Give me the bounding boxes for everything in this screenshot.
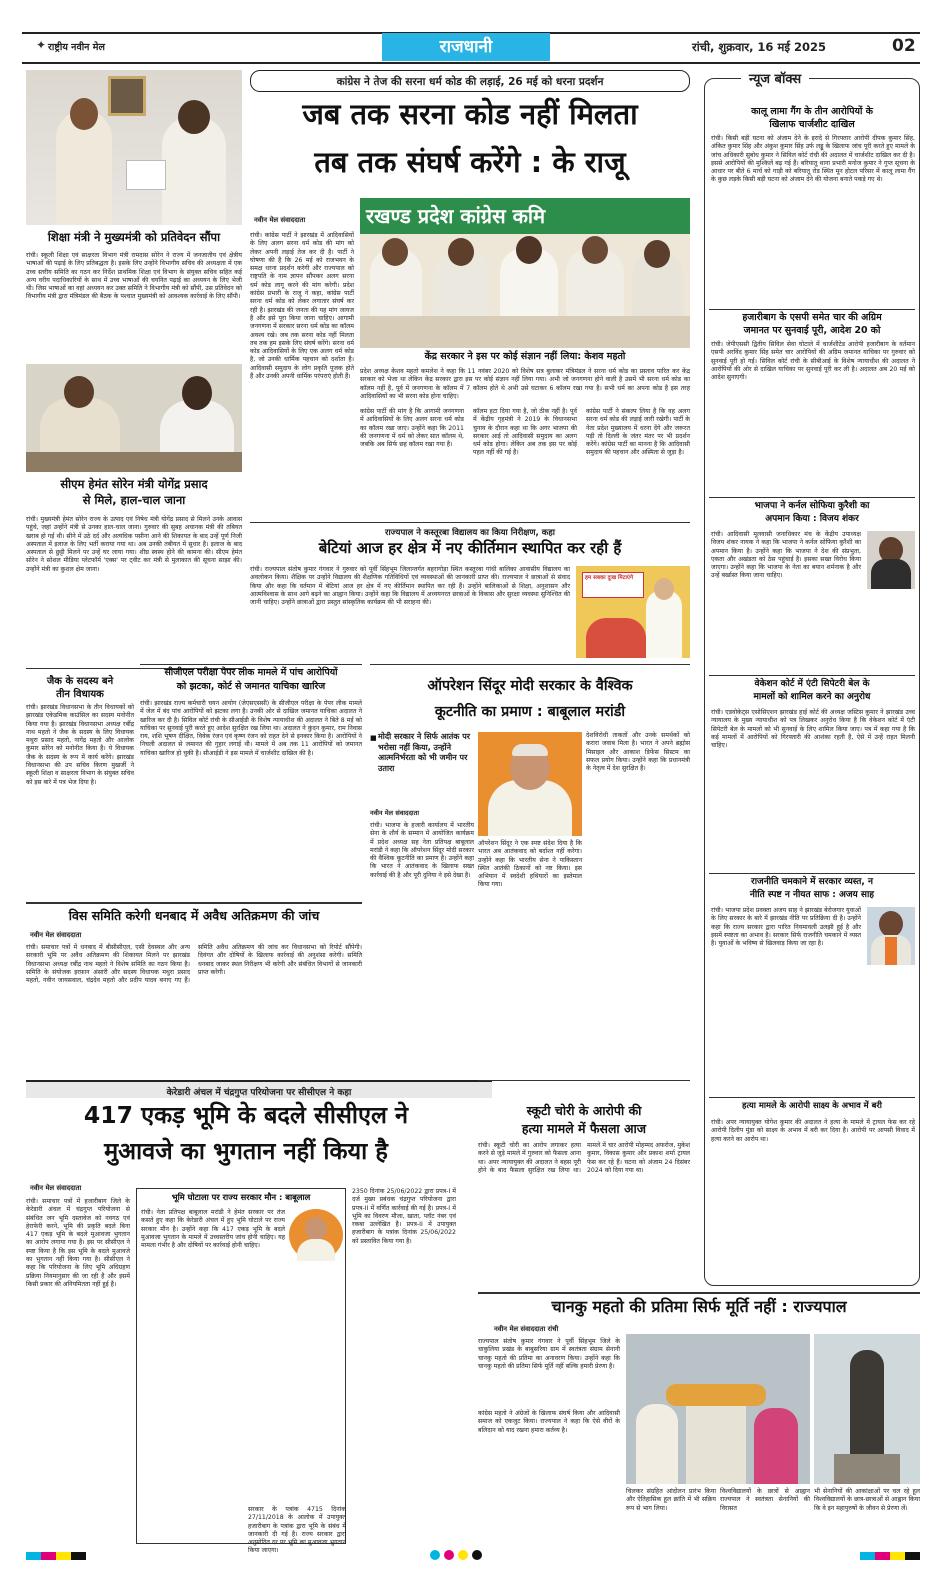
news-box-title: न्यूज बॉक्स bbox=[741, 69, 809, 87]
news-divider-4 bbox=[709, 873, 915, 874]
kasturba-kicker: राज्यपाल ने कस्तूरबा विद्यालय का किया निरीक्षण, कहा bbox=[385, 528, 555, 538]
photo-kasturba-visit bbox=[576, 566, 690, 658]
photo-babulal-small bbox=[289, 1209, 343, 1261]
scooty-text: रांची। स्कूटी चोरी का आरोप लगाकर हत्या करने से जुड़े मामले में गुरुवार को फैसला आना था। अपर न्यायायुक्त की अदालत ने बहस पूरी होने के बाद फैसला सुरक्षित रख लिया था। मामले में चार आरोपी मोहम्मद अफरोज, मुकेश कुमार, विकास कुमार और प्रकाश शर्मा ट्रायल फेस कर रहे हैं। घटना को अंजाम 24 दिसंबर 2024 को दिया गया था। bbox=[478, 1142, 690, 1174]
chanku-caption-3: भी सेनानियों की आकांक्षाओं पर चल रहे हूल विश्वविद्यालयों के छात्र-छात्राओं से आह्वान किया कि वे इन महापुरुषों के जीवन से प्रेरणा लें। bbox=[814, 1488, 920, 1512]
divider-mid-3 bbox=[26, 902, 362, 904]
photo-statue bbox=[814, 1334, 920, 1484]
divider-sindoor bbox=[370, 664, 690, 665]
lead-headline-1: जब तक सरना कोड नहीं मिलता bbox=[302, 97, 638, 131]
news-4-headline-b: मामलों को शामिल करने का अनुरोध bbox=[753, 692, 871, 702]
cgl-text: रांची। झारखंड राज्य कर्मचारी चयन आयोग (जेएसएससी) के सीजीएल परीक्षा के पेपर लीक मामले में जेल में बंद पांच आरोपियों को झटका लगा है। उनकी ओर से दाखिल जमानत याचिका अदालत ने खारिज कर दी है। सिविल कोर्ट रांची के सीआईडी के विशेष न्यायाधीश की अदालत ने बिते 8 मई को याचिका पर सुनवाई पूरी करते हुए आदेश सुरक्षित रख लिया था। अदालत ने कुंदन कुमार, राम निवास राय, शशि भूषण दीक्षित, विवेक रंजन एवं कृष्ण रंजन को राहत देने से इनकार किया है। आरोपियों ने निचली अदालत से जमानत की गुहार लगाई थी। मामले में अब तक 11 आरोपियों को जमानत याचिका खारिज हो चुकी है। सीआईडी ने इस मामले में चार्जशीट दाखिल की है। bbox=[140, 700, 362, 757]
lead-col-3: कॉलम हटा दिया गया है, जो ठीक नहीं है। पूर्व में केंद्रीय गृहमंत्री ने 2019 के विधानसभा चुनाव के दौरान कहा था कि अगर भाजपा की सरकार आई तो आदिवासी समुदाय का अलग धर्म कोड होगा। लेकिन अब तक इस पर कोई पहल नहीं की गई है। bbox=[473, 408, 577, 457]
photo-congress-press bbox=[360, 198, 690, 348]
sindoor-headline-1: ऑपरेशन सिंदूर मोदी सरकार के वैश्विक bbox=[427, 678, 633, 694]
leader-3-head bbox=[516, 236, 542, 264]
statue-base bbox=[834, 1454, 900, 1484]
divider-mid-1 bbox=[250, 522, 690, 523]
headline-jac-2: तीन विधायक bbox=[56, 689, 104, 700]
bullet-icon: ■ bbox=[370, 734, 377, 742]
lead-kicker-box bbox=[250, 70, 690, 92]
black-dot bbox=[472, 1550, 482, 1560]
news-5-text-cont bbox=[711, 1013, 915, 1091]
news-divider-5 bbox=[709, 1097, 915, 1098]
ajay-scarf bbox=[885, 937, 897, 965]
lead-headline-2: तब तक संघर्ष करेंगे : के राजू bbox=[314, 145, 626, 179]
divider-scooty bbox=[478, 1080, 690, 1081]
ccl-headline-1: 417 एकड़ भूमि के बदले सीसीएल ने bbox=[83, 1101, 409, 1129]
lead-inset-headline: केंद्र सरकार ने इस पर कोई संज्ञान नहीं लिया: केशव महतो bbox=[424, 351, 626, 362]
protest-sign-text: हम सबका दुःख मिटाएंगे bbox=[585, 575, 634, 581]
news-5-headline-b: नीति स्पष्ट न नीयत साफ : अजय साह bbox=[749, 890, 875, 900]
news-1-text: रांची। किसी बड़ी घटना को अंजाम देने के इरादे से गिरफ्तार आरोपी दीपक कुमार सिंह, अंकित कुमार सिंह और अंकुश कुमार सिंह उर्फ लड्डू के खिलाफ जांच पूरी करते हुए मामले के जांच अधिकारी सुबोध कुमार ने सिविल कोर्ट रांची की अदालत में चार्जशीट दाखिल कर दी है। इससे आरोपियों की मुश्किलें बढ़ गई हैं। बरियातू थाना प्रभारी मनोज कुमार ने गुप्त सूचना के आधार पर बीते 6 मार्च को गाड़ी को बरियातू रोड स्थित मून होटल परिसर में कालू लामा गैंग के कुछ लड़के किसी बड़ी घटना को अंजाम देने की योजना बनाते पकड़े गए थे। bbox=[711, 135, 915, 184]
divider-mid-2 bbox=[140, 664, 362, 665]
congress-banner bbox=[360, 198, 690, 234]
dhanbad-byline: नवीन मेल संवाददाता bbox=[30, 931, 82, 939]
person-right-head bbox=[178, 100, 210, 134]
statue-pedestal bbox=[686, 1394, 746, 1484]
portrait-frame bbox=[108, 76, 146, 116]
yellow-dot bbox=[458, 1550, 468, 1560]
news-2-headline-a: हजारीबाग के एसपी समेत चार की अग्रिम bbox=[742, 312, 882, 323]
news-1-headline-a: कालू लामा गैंग के तीन आरोपियों के bbox=[751, 106, 873, 117]
chanku-caption-2: विश्वविद्यालयों के छात्रों से आह्वान राज्यपाल ने स्वतंत्रता सेनानियों की विरासत bbox=[720, 1488, 810, 1512]
person-seated-right-head bbox=[182, 376, 212, 410]
sindoor-text-3: देशविरोधी ताकतों और उनके समर्थकों को करारा जवाब मिला है। भारत ने अपने ब्रह्मोस मिसाइल और आकाश डिफेंस सिस्टम का सफल प्रयोग किया। उन्होंने कहा कि प्रधानमंत्री के नेतृत्व में देश सुरक्षित है। bbox=[586, 732, 690, 773]
chanku-headline: चानकु महतो की प्रतिमा सिर्फ मूर्ति नहीं : राज्यपाल bbox=[551, 1297, 847, 1316]
page-number: 02 bbox=[892, 36, 916, 56]
sindoor-pull-text: मोदी सरकार ने सिर्फ आतंक पर भरोसा नहीं किया, उन्होंने आत्मनिर्भरता को भी जमीन पर उतारा bbox=[378, 732, 471, 773]
governor-figure bbox=[646, 590, 682, 658]
leader-2-head bbox=[448, 238, 474, 266]
babulal-small-head bbox=[305, 1217, 327, 1241]
banner-text: रखण्ड प्रदेश कांग्रेस कमि bbox=[366, 204, 546, 228]
lead-col-1: रांची। कांग्रेस पार्टी ने झारखंड में आदिवासियों के लिए अलग सरना धर्म कोड की मांग को लेकर अपनी लड़ाई तेज कर दी है। पार्टी ने घोषणा की है कि 26 मई को राजभवन के समक्ष धरना प्रदर्शन करेगी और राज्यपाल को राष्ट्रपति के नाम ज्ञापन सौंपकर अलग सरना धर्म कोड लागू करने की मांग करेगी। प्रदेश कांग्रेस प्रभारी के राजू ने कहा, कांग्रेस पार्टी सरना धर्म कोड को लेकर लगातार संघर्ष कर रही है। झारखंड की जनता की यह मांग जायज है और इसे पूरा किया जाना चाहिए। आगामी जनगणना में सरकार सरना धर्म कोड का कॉलम अवश्य रखे। जब तक सरना कोड नहीं मिलता तब तक हम इसके लिए संघर्ष करेंगे। सरना धर्म कोड आदिवासियों के लिए एक अलग धर्म कोड है, जो उनकी धार्मिक पहचान को दर्शाता है। आदिवासी समुदाय के लोग प्रकृति पूजक होते हैं और उनकी अपनी धार्मिक परंपराएं होती हैं। bbox=[250, 232, 354, 381]
news-6-text: रांची। अपर न्यायायुक्त योगेश कुमार की अदालत ने हत्या के मामले में ट्रायल फेस कर रहे आरोपी दिलीप मुंडा को साक्ष्य के अभाव में बरी कर दिया है। आरोपी पर आपसी विवाद में हत्या करने का आरोप था। bbox=[711, 1119, 915, 1143]
kasturba-text: रांची। राज्यपाल संतोष कुमार गंगवार ने गुरुवार को पूर्वी सिंहभूम जिलान्तर्गत बहरागोड़ा स्थित कस्तूरबा गांधी बालिका आवासीय विद्यालय का अवलोकन किया। शैक्षिक पर उन्होंने विद्यालय की शैक्षणिक गतिविधियों एवं व्यवस्थाओं की जानकारी प्राप्त की। राज्यपाल ने छात्राओं से संवाद किया और कहा कि वर्तमान में बेटियां आज हर क्षेत्र में नए कीर्तिमान स्थापित कर रही हैं। उन्होंने बालिकाओं से शिक्षा, अनुशासन और आत्मविश्वास के साथ आगे बढ़ने का आह्वान किया। उन्होंने कहा कि विद्यालय में अध्ययनरत छात्राओं के विकास और सुरक्षा व्यवस्था सुनिश्चित की जानी चाहिए। उन्होंने छात्राओं द्वारा प्रस्तुत सांस्कृतिक कार्यक्रम की भी सराहना की। bbox=[250, 566, 570, 607]
woman-attendee bbox=[754, 1408, 798, 1484]
photo-ajay-sah bbox=[867, 907, 915, 965]
babulal-hair bbox=[512, 744, 548, 756]
vijay-body bbox=[871, 559, 911, 589]
sindoor-pull-quote bbox=[370, 732, 474, 796]
headline-jac-1: जैक के सदस्य बने bbox=[46, 676, 114, 687]
governor-head bbox=[654, 578, 674, 600]
news-divider-2 bbox=[709, 497, 915, 498]
cgl-headline-1: सीजीएल परीक्षा पेपर लीक मामले में पांच आरोपियों bbox=[164, 667, 338, 678]
students bbox=[586, 618, 646, 658]
news-3-headline-a: भाजपा ने कर्नल सोफिया कुरैशी का bbox=[754, 501, 870, 511]
babulal-box-text: रांची। नेता प्रतिपक्ष बाबूलाल मरांडी ने हेमंत सरकार पर तंज कसते हुए कहा कि केरेडारी अंचल में हुए भूमि घोटाले पर राज्य सरकार मौन है। उन्होंने कहा कि 417 एकड़ भूमि के बदले मुआवजा भुगतान के मामले में उच्चस्तरीय जांच होनी चाहिए। यह मामला गंभीर है और दोषियों पर कार्रवाई होनी चाहिए। bbox=[141, 1209, 285, 1250]
person-left-head bbox=[70, 98, 98, 130]
ccl-headline-2: मुआवजे का भुगतान नहीं किया है bbox=[104, 1137, 388, 1165]
chanku-text-2: कांग्रेस महतो ने अंग्रेजों के खिलाफ संघर्ष किया और आदिवासी समाज को एकजुट किया। राज्यपाल ने कहा कि ऐसे वीरों के बलिदान को याद रखना हमारा कर्तव्य है। bbox=[478, 1410, 620, 1434]
dateline: रांची, शुक्रवार, 16 मई 2025 bbox=[692, 40, 826, 54]
registration-marks-right bbox=[860, 1552, 920, 1560]
news-6-headline: हत्या मामले के आरोपी साक्ष्य के अभाव में बरी bbox=[742, 1100, 882, 1110]
lead-col-2: कांग्रेस पार्टी की मांग है कि आगामी जनगणना में आदिवासियों के लिए अलग सरना धर्म कोड का कॉलम रखा जाए। उन्होंने कहा कि 2011 की जनगणना में धर्म को लेकर सात कॉलम थे, जबकि अब सिर्फ छह कॉलम रखा गया है। bbox=[360, 408, 464, 449]
ccl-text: रांची। समाचार पत्रों में हजारीबाग जिले के केरेडारी अंचल में चंद्रगुप्त परियोजना से संबंधित जन भूमि दस्तावेज को नवगठ एवं हेराफेरी करने, भूमि की प्रकृति बदले बिना 417 एकड़ भूमि के बदले मुआवजा भुगतान का आरोप लगाया गया है। इस पर सीसीएल ने स्पष्ट किया है कि इस भूमि के बदले मुआवजे का भुगतान नहीं किया गया है। सीसीएल ने कहा कि परियोजना के लिए भूमि अधिग्रहण प्रक्रिया नियमानुसार की जा रही है और इसमें किसी प्रकार की अनियमितता नहीं हुई है। bbox=[26, 1198, 130, 1288]
news-3-headline-b: अपमान किया : विजय शंकर bbox=[765, 514, 859, 524]
sindoor-text-2: ऑपरेशन सिंदूर ने एक स्पष्ट संदेश दिया है कि भारत अब आतंकवाद को बर्दाश्त नहीं करेगा। उन्होंने कहा कि भारतीय सेना ने पाकिस्तान स्थित आतंकी ठिकानों को नष्ट किया। इस अभियान में स्वदेशी हथियारों का इस्तेमाल किया गया। bbox=[478, 840, 582, 889]
headline-cm-visit-2: से मिले, हाल-चाल जाना bbox=[82, 493, 186, 507]
headline-education-report: शिक्षा मंत्री ने मुख्यमंत्री को प्रतिवेदन सौंपा bbox=[47, 230, 221, 244]
person-seated-left-head bbox=[64, 376, 94, 408]
photo-vijay-shankar bbox=[867, 531, 915, 589]
babulal-small-body bbox=[297, 1239, 335, 1261]
text-cm-visit: रांची। मुख्यमंत्री हेमंत सोरेन राज्य के उत्पाद एवं निषेध मंत्री योगेंद्र प्रसाद से मिलने उनके आवास पहुंचे, जहां उन्होंने मंत्री से उनका हाल-चाल जाना। गुरुवार की सुबह अचानक मंत्री की तबियत खराब हो गई थी। सीने में उठे दर्द और अत्यधिक पसीना आने की शिकायत के बाद उन्हें पूर्ण निजी अस्पताल में इलाज के लिए भर्ती कराया गया था। अब उनकी तबीयत में सुधार है। इलाज के बाद अस्पताल से छुट्टी मिलने पर उन्हें घर लाया गया। शीघ्र स्वस्थ होने की कामना की। सीएम हेमंत सोरेन ने सोशल मीडिया प्लेटफॉर्म 'एक्स' पर ट्वीट कर मंत्री से मुलाकात की सूचना साझा की। उन्होंने मंत्री का कुशल क्षेम जाना। bbox=[26, 516, 242, 573]
news-3-text: रांची। आदिवासी मूलवासी जनाधिकार मंच के केंद्रीय उपाध्यक्ष विजय शंकर नायक ने कहा कि भाजपा ने कर्नल सोफिया कुरैशी का अपमान किया है। उन्होंने कहा कि भाजपा ने देश की संप्रभुता, एकता और अखंडता को ठेस पहुंचाई है। इसका सख्त विरोध किया जाएगा। उन्होंने कहा कि भाजपा के नेता का बयान शर्मनाक है और उन्हें बर्खास्त किया जाना चाहिए। bbox=[711, 531, 861, 580]
scooty-headline-2: हत्या मामले में फैसला आज bbox=[521, 1121, 647, 1136]
logo-icon: ✦ bbox=[36, 38, 47, 52]
lead-inset-text: प्रदेश अध्यक्ष केशव महतो कमलेश ने कहा कि 11 नवंबर 2020 को विशेष सत्र बुलाकर मंत्रिमंडल ने सरना धर्म कोड का प्रस्ताव पारित कर केंद्र सरकार को भेजा था लेकिन केंद्र सरकार द्वारा इस पर कोई संज्ञान नहीं लिया गया। अभी जो जनगणना होने वाली है उसमें भी सरना धर्म कोड का कॉलम नहीं है, पूर्व में जनगणना के कॉलम में 7 कॉलम होते थे अभी उसे घटाकर 6 कॉलम रखा गया है। सभी धर्म का अपना कोड है इस तरह आदिवासियों का भी सरना कोड होना चाहिए। bbox=[360, 368, 690, 400]
dhanbad-text: रांची। समाचार पत्रों में धनबाद में बीसीसीएल, एसी देवस्थल और अन्य सरकारी भूमि पर अवैध अतिक्रमण की शिकायत मिलने पर झारखंड विधानसभा अध्यक्ष रबींद्र नाथ महतो ने विशेष समिति का गठन किया है। समिति के संयोजक इरफ़ान अंसारी और सदस्य विधायक मथुरा प्रसाद महतो, नवीन जायसवाल, चंद्रदेव महतो और प्रदीप यादव बनाए गए हैं। समिति अवैध अतिक्रमण की जांच कर विधानसभा को रिपोर्ट सौंपेगी। दिवंगत और दोषियों के खिलाफ कार्रवाई की अनुशंसा करेगी। समिति धनबाद जाकर स्थल निरीक्षण भी करेगी और संबंधित विभागों से जानकारी प्राप्त करेगी। bbox=[26, 944, 362, 985]
garlands bbox=[666, 1384, 766, 1406]
ccl-kicker-bar bbox=[26, 1080, 492, 1098]
lead-byline: नवीन मेल संवाददाता bbox=[254, 216, 306, 224]
photo-education-minister bbox=[26, 70, 242, 225]
press-table bbox=[360, 316, 690, 348]
photo-cm-visit bbox=[26, 364, 242, 472]
news-1-headline-b: खिलाफ चार्जशीट दाखिल bbox=[769, 119, 855, 130]
news-box bbox=[704, 72, 920, 1286]
section-title: राजधानी bbox=[382, 33, 550, 61]
cgl-headline-2: को झटका, कोर्ट से जमानत याचिका खारिज bbox=[176, 681, 326, 692]
text-jac: रांची। झारखंड विधानसभा के तीन विधायकों को झारखंड एकेडमिक काउंसिल का सदस्य मनोनीत किया गया है। झारखंड विधानसभा अध्यक्ष रबींद्र नाथ महतो ने जैक के सदस्य के लिए विधायक मथुरा प्रसाद महतो, नागेंद्र महतो और आलोक कुमार सोरेन को मनोनीत किया है। ये विधायक जैक के सदस्य के रूप में कार्य करेंगे। झारखंड विधानसभा की उप सचिव किरण मुखर्जी ने स्कूली शिक्षा व साक्षरता विभाग के संयुक्त सचिव को इस बारे में पत्र भेज दिया है। bbox=[26, 704, 134, 786]
divider-chanku bbox=[478, 1292, 920, 1294]
babulal-box-headline: भूमि घोटाला पर राज्य सरकार मौन : बाबूलाल bbox=[171, 1192, 311, 1202]
lead-col-4: कांग्रेस पार्टी ने संकल्प लिया है कि वह अलग सरना धर्म कोड की लड़ाई जारी रखेगी। पार्टी के नेता प्रदेश मुख्यालय में धरना देंगे और जरूरत पड़ी तो दिल्ली के जंतर मंतर पर भी प्रदर्शन करेंगे। कांग्रेस पार्टी का मानना है कि आदिवासी समुदाय की पहचान और अस्मिता से जुड़ा है। bbox=[586, 408, 690, 457]
leader-1-head bbox=[382, 238, 408, 266]
photo-statue-unveiling bbox=[626, 1334, 810, 1484]
dhanbad-headline: विस समिति करेगी धनबाद में अवैध अतिक्रमण की जांच bbox=[68, 908, 320, 923]
magenta-dot bbox=[444, 1550, 454, 1560]
photo-babulal bbox=[478, 732, 582, 836]
news-4-headline-a: वेकेशन कोर्ट में एंटी सिपेटरी बेल के bbox=[754, 679, 870, 689]
leader-5-head bbox=[644, 240, 670, 268]
news-2-text: रांची। जेपीएससी द्वितीय सिविल सेवा घोटाले में चार्जशीटेड आरोपी हजारीबाग के वर्तमान एसपी अरविंद कुमार सिंह समेत चार आरोपियों की अग्रिम जमानत याचिका पर गुरुवार को सुनवाई पूरी हो गई। सिविल कोर्ट रांची के सीबीआई के विशेष न्यायाधीश की अदालत ने आरोपियों की ओर से दाखिल याचिका पर सुनवाई पूरी कर ली है। अदालत अब 20 मई को आदेश सुनाएगी। bbox=[711, 341, 915, 382]
sindoor-text-1: रांची। भाजपा के हजारी कार्यालय में भारतीय सेना के शौर्य के सम्मान में आयोजित कार्यक्रम में प्रदेश अध्यक्ष सह नेता प्रतिपक्ष बाबूलाल मरांडी ने कहा कि ऑपरेशन सिंदूर मोदी सरकार की वैश्विक कूटनीति का प्रमाण है। उन्होंने कहा कि भारत ने आतंकवाद के खिलाफ सख्त कार्रवाई की है और पूरी दुनिया ने इसे देखा है। bbox=[370, 822, 474, 879]
cyan-dot bbox=[430, 1550, 440, 1560]
news-divider-3 bbox=[709, 675, 915, 676]
scooty-headline-1: स्कूटी चोरी के आरोपी की bbox=[526, 1103, 642, 1118]
chanku-text-1: राज्यपाल संतोष कुमार गंगवार ने पूर्वी सिंहभूम जिले के चाकुलिया प्रखंड के बाबुसरिया ग्राम में स्वतंत्रता संग्राम सेनानी चानकु महतो की प्रतिमा का अनावरण किया। उन्होंने कहा कि चानकु महतो की प्रतिमा सिर्फ मूर्ति नहीं बल्कि हमारी प्रेरणा है। bbox=[478, 1338, 620, 1370]
ccl-col-3: 2350 दिनांक 25/06/2022 द्वारा प्रपत्र-I में दर्ज मुख्य प्रबंधक चंद्रगुप्त परियोजना द्वारा प्रपत्र-II में वर्णित कार्रवाई की गई है। प्रपत्र-I में भूमि का विवरण मौजा, खाता, प्लॉट नंबर एवं रकबा उल्लेखित है। प्रपत्र-II में उपायुक्त हजारीबाग के पत्रांक दिनांक 25/06/2022 को प्रस्तावित किया गया है। bbox=[352, 1188, 456, 1245]
headline-cm-visit-1: सीएम हेमंत सोरेन मंत्री योगेंद्र प्रसाद bbox=[60, 477, 208, 491]
ccl-col-4: सरकार के पत्रांक 4715 दिनांक 27/11/2018 के आलोक में उपायुक्त हजारीबाग के पत्रांक द्वारा भूमि के संबंध में जानकारी दी गई है। राज्य सरकार द्वारा अनुमोदित दर पर भूमि का मुआवजा भुगतान किया जाएगा। bbox=[248, 1506, 346, 1555]
ccl-kicker: केरेडारी अंचल में चंद्रगुप्त परियोजना पर सीसीएल ने कहा bbox=[166, 1088, 352, 1098]
ajay-head bbox=[879, 911, 903, 937]
ccl-byline: नवीन मेल संवाददाता bbox=[30, 1184, 82, 1192]
news-4-text: रांची। एडवोकेट्स एसोसिएशन झारखंड हाई कोर्ट की अध्यक्ष जस्टिस कुमार ने झारखंड उच्च न्यायालय के मुख्य न्यायाधीश को पत्र लिखकर अनुरोध किया है कि वेकेशन कोर्ट में एंटी सिपेटरी बेल के मामलों को भी सुनवाई के लिए शामिल किया जाए। पत्र में कहा गया है कि कई मामलों में आरोपियों को गिरफ्तारी की आशंका रहती है, ऐसे में उन्हें राहत मिलनी चाहिए। bbox=[711, 709, 915, 750]
chanku-caption-1: चिलकर संग्रहित आंदोलन प्रारंभ किया और ऐतिहासिक हूल क्रांति में भी सक्रिय रूप से भाग लिया। bbox=[626, 1488, 716, 1512]
news-5-headline-a: राजनीति चमकाने में सरकार व्यस्त, न bbox=[751, 877, 873, 887]
leader-4-head bbox=[582, 236, 608, 264]
news-5-text: रांची। भाजपा प्रदेश प्रवक्ता अजय साह ने झारखंड बेरोजगार युवाओं के लिए सरकार के बारे में झारखंड नीति पर प्रतिक्रिया दी है। उन्होंने कहा कि राज्य सरकार द्वारा पारित नियमावली उलझी हुई है और इसमें स्पष्टता का अभाव है। सरकार सिर्फ राजनीति चमकाने में व्यस्त है। युवाओं के भविष्य से खिलवाड़ किया जा रहा है। bbox=[711, 907, 861, 948]
governor-at-unveiling bbox=[636, 1404, 678, 1484]
registration-marks-left bbox=[26, 1552, 86, 1560]
sindoor-byline: नवीन मेल संवाददाता bbox=[370, 809, 419, 817]
chanku-byline: नवीन मेल संवाददाता रांची bbox=[494, 1325, 559, 1333]
document bbox=[126, 160, 166, 190]
masthead-rule bbox=[22, 62, 920, 64]
text-education-report: रांची। स्कूली शिक्षा एवं साक्षरता विभाग मंत्री रामदास सोरेन ने राज्य में जनजातीय एवं क्षेत्रीय भाषाओं की पढ़ाई के लिए प्रतिबद्धता है। इसके लिए उन्होंने विभागीय सचिव की अध्यक्षता में एक उच्च स्तरीय समिति का गठन कर निर्देश प्राथमिक शिक्षा एवं विभाग के संयुक्त सचिव सहित कई अन्य वरीय पदाधिकारियों के साथ में उच्च भाषाओं की चयनित पढ़ाई का अध्ययन के लिए भेजी थी। जिस भाषाओं का वहां अध्ययन कर उक्त समिति ने विभागीय मंत्री को सौंपी, उस प्रतिवेदन को विभागीय मंत्री द्वारा मंत्रिमंडल की बैठक के पश्चात मुख्यमंत्री को आवश्यक कार्रवाई के लिए सौंपी। bbox=[26, 252, 242, 301]
statue-figure bbox=[850, 1350, 884, 1460]
news-2-headline-b: जमानत पर सुनवाई पूरी, आदेश 20 को bbox=[743, 325, 881, 336]
kasturba-headline: बेटियां आज हर क्षेत्र में नए कीर्तिमान स्थापित कर रही हैं bbox=[318, 539, 622, 557]
babulal-box bbox=[136, 1188, 346, 1555]
news-divider-1 bbox=[709, 309, 915, 310]
sofa bbox=[26, 452, 242, 472]
lead-kicker: कांग्रेस ने तेज की सरना धर्म कोड की लड़ाई, 26 मई को धरना प्रदर्शन bbox=[336, 76, 604, 88]
registration-marks bbox=[430, 1550, 510, 1562]
logo: राष्ट्रीय नवीन मेल bbox=[48, 42, 105, 53]
masthead bbox=[22, 34, 920, 62]
protest-sign bbox=[582, 572, 644, 598]
sindoor-headline-2: कूटनीति का प्रमाण : बाबूलाल मरांडी bbox=[434, 704, 626, 720]
